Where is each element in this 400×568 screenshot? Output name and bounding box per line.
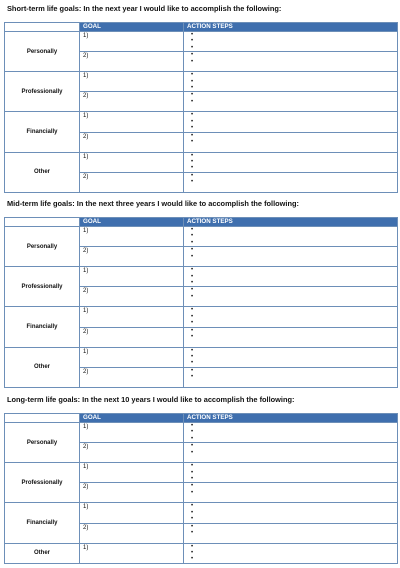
header-action-steps: ACTION STEPS (184, 218, 398, 227)
header-action-steps: ACTION STEPS (184, 414, 398, 423)
category-label: Professionally (5, 72, 80, 112)
action-steps-cell[interactable] (184, 503, 398, 523)
bullet: • (191, 435, 194, 442)
bullet: • (191, 320, 194, 327)
long-term-section (0, 394, 400, 563)
bullet: • (191, 152, 194, 159)
bullet: • (191, 543, 194, 550)
goal-cell[interactable]: 1) (80, 503, 184, 523)
bullet: • (191, 469, 194, 476)
bullet: • (191, 92, 194, 99)
header-goal: GOAL (80, 23, 184, 32)
action-steps-cell[interactable] (184, 367, 398, 387)
goal-cell[interactable]: 2) (80, 327, 184, 347)
action-steps-cell[interactable] (184, 247, 398, 267)
bullet: • (191, 529, 194, 536)
goal-cell[interactable]: 2) (80, 247, 184, 267)
action-steps-cell[interactable] (184, 32, 398, 52)
goal-cell[interactable]: 1) (80, 463, 184, 483)
category-label: Other (5, 347, 80, 387)
goals-table (4, 217, 398, 388)
goal-cell[interactable]: 2) (80, 172, 184, 192)
bullet: • (191, 463, 194, 470)
bullet: • (191, 429, 194, 436)
bullet: • (191, 483, 194, 490)
bullet: • (191, 449, 194, 456)
bullet: • (191, 44, 194, 51)
category-label: Other (5, 543, 80, 563)
bullet: • (191, 333, 194, 340)
bullet: • (191, 138, 194, 145)
goal-cell[interactable]: 1) (80, 267, 184, 287)
category-label: Financially (5, 112, 80, 152)
bullet: • (191, 78, 194, 85)
bullet: • (191, 313, 194, 320)
category-label: Professionally (5, 463, 80, 503)
bullet: • (191, 132, 194, 139)
goal-cell[interactable]: 1) (80, 72, 184, 92)
section-title: Mid-term life goals: In the next three years I would like to accomplish the following: (7, 199, 299, 208)
goal-cell[interactable]: 1) (80, 543, 184, 563)
action-steps-cell[interactable] (184, 72, 398, 92)
short-term-section (0, 3, 400, 186)
action-steps-cell[interactable] (184, 52, 398, 72)
bullet: • (191, 247, 194, 254)
goal-cell[interactable]: 1) (80, 32, 184, 52)
goal-cell[interactable]: 1) (80, 152, 184, 172)
header-goal: GOAL (80, 218, 184, 227)
bullet: • (191, 233, 194, 240)
bullet: • (191, 523, 194, 530)
goal-cell[interactable]: 1) (80, 423, 184, 443)
goal-cell[interactable]: 1) (80, 307, 184, 327)
bullet: • (191, 327, 194, 334)
goal-cell[interactable]: 2) (80, 443, 184, 463)
header-blank (5, 218, 80, 227)
bullet: • (191, 179, 194, 186)
bullet: • (191, 125, 194, 132)
bullet: • (191, 360, 194, 367)
header-blank (5, 23, 80, 32)
bullet: • (191, 516, 194, 523)
bullet: • (191, 293, 194, 300)
bullet: • (191, 38, 194, 45)
goals-table (4, 22, 398, 193)
bullet: • (191, 423, 194, 429)
category-label: Personally (5, 32, 80, 72)
bullet: • (191, 556, 194, 563)
bullet: • (191, 503, 194, 510)
bullet: • (191, 443, 194, 450)
category-label: Financially (5, 307, 80, 347)
goal-cell[interactable]: 2) (80, 132, 184, 152)
goal-cell[interactable]: 2) (80, 52, 184, 72)
goal-cell[interactable]: 1) (80, 112, 184, 132)
bullet: • (191, 32, 194, 38)
category-label: Personally (5, 423, 80, 463)
bullet: • (191, 118, 194, 125)
bullet: • (191, 367, 194, 374)
bullet: • (191, 287, 194, 294)
action-steps-cell[interactable] (184, 423, 398, 443)
action-steps-cell[interactable] (184, 267, 398, 287)
goal-cell[interactable]: 1) (80, 227, 184, 247)
category-label: Financially (5, 503, 80, 543)
goal-cell[interactable]: 2) (80, 483, 184, 503)
action-steps-cell[interactable] (184, 92, 398, 112)
bullet: • (191, 227, 194, 233)
bullet: • (191, 72, 194, 79)
action-steps-cell[interactable] (184, 227, 398, 247)
action-steps-cell[interactable] (184, 523, 398, 543)
bullet: • (191, 509, 194, 516)
header-goal: GOAL (80, 414, 184, 423)
goal-cell[interactable]: 2) (80, 523, 184, 543)
action-steps-cell[interactable] (184, 307, 398, 327)
action-steps-cell[interactable] (184, 112, 398, 132)
bullet: • (191, 279, 194, 286)
bullet: • (191, 347, 194, 354)
section-title: Short-term life goals: In the next year I would like to accomplish the following: (7, 4, 282, 13)
goals-table (4, 413, 398, 564)
bullet: • (191, 239, 194, 246)
action-steps-cell[interactable] (184, 347, 398, 367)
bullet: • (191, 273, 194, 280)
action-steps-cell[interactable] (184, 287, 398, 307)
header-action-steps: ACTION STEPS (184, 23, 398, 32)
bullet: • (191, 158, 194, 165)
bullet: • (191, 307, 194, 314)
mid-term-section (0, 198, 400, 381)
action-steps-cell[interactable] (184, 327, 398, 347)
bullet: • (191, 374, 194, 381)
bullet: • (191, 84, 194, 91)
action-steps-cell[interactable] (184, 463, 398, 483)
bullet: • (191, 165, 194, 172)
bullet: • (191, 489, 194, 496)
bullet: • (191, 172, 194, 179)
bullet: • (191, 52, 194, 59)
bullet: • (191, 475, 194, 482)
category-label: Professionally (5, 267, 80, 307)
action-steps-cell[interactable] (184, 152, 398, 172)
goal-cell[interactable]: 2) (80, 287, 184, 307)
goal-cell[interactable]: 2) (80, 92, 184, 112)
section-title: Long-term life goals: In the next 10 years I would like to accomplish the following: (7, 395, 295, 404)
action-steps-cell[interactable] (184, 543, 398, 563)
goal-cell[interactable]: 1) (80, 347, 184, 367)
action-steps-cell[interactable] (184, 483, 398, 503)
category-label: Personally (5, 227, 80, 267)
bullet: • (191, 267, 194, 274)
category-label: Other (5, 152, 80, 192)
bullet: • (191, 549, 194, 556)
bullet: • (191, 353, 194, 360)
bullet: • (191, 98, 194, 105)
bullet: • (191, 112, 194, 119)
action-steps-cell[interactable] (184, 132, 398, 152)
bullet: • (191, 253, 194, 260)
header-blank (5, 414, 80, 423)
goal-cell[interactable]: 2) (80, 367, 184, 387)
action-steps-cell[interactable] (184, 443, 398, 463)
bullet: • (191, 58, 194, 65)
action-steps-cell[interactable] (184, 172, 398, 192)
